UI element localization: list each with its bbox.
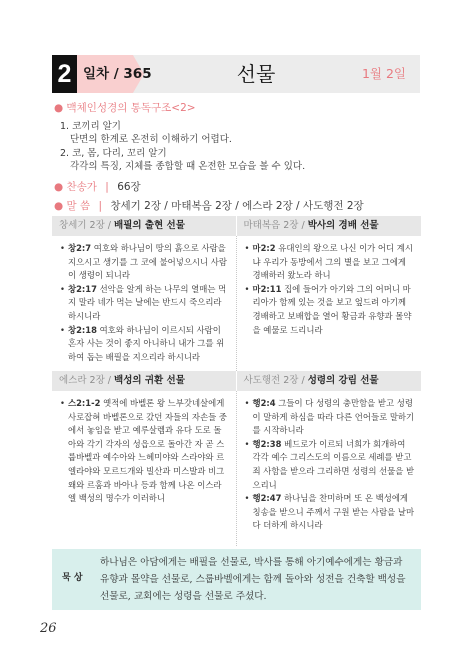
verse-item: • 행2:47 하나님을 찬미하며 또 온 백성에게 칭송을 받으니 주께서 구원 받는 사람을 날마다 더하게 하시니라 <box>244 493 415 531</box>
readings-row <box>52 371 421 546</box>
bullet-dot-icon: ● <box>54 200 64 212</box>
verse-item: • 마2:11 집에 들어가 아기와 그의 어머니 마리아가 함께 있는 것을 보고 엎드려 아기께 경배하고 보배합을 열어 황금과 유향과 몰약을 예물로 드리니라 <box>244 283 412 335</box>
verse-item: • 스2:1-2 옛적에 바벨론 왕 느부갓네살에게 사로잡혀 바벨론으로 갔던 자들의 자손들 중에서 놓임을 받고 예루살렘과 유다 도로 돌아와 각기 각자의 성읍으로 돌아간 자 곧 스룹바벨과 예수아와 느헤미야와 스라야와 르엘라야와 모르드개와 빌산과 미스발과 비그왜와 르훔과 바아나 등과 함께 나온 이스라엘 백성의 명수가 이러하니 <box>60 398 227 504</box>
day-label: 일차 / 365 <box>83 66 152 82</box>
reading-card-matthew <box>237 216 422 371</box>
reading-body <box>52 236 237 371</box>
reading-card-ezra <box>52 371 237 546</box>
reading-body <box>237 391 422 546</box>
structure-item-1-label: 1. 코끼리 알기 <box>60 121 121 132</box>
word-line <box>54 198 364 213</box>
reading-card-acts <box>237 371 422 546</box>
structure-item-2-label: 2. 코, 몸, 다리, 꼬리 알기 <box>60 148 167 159</box>
page-date: 1월 2일 <box>361 66 406 81</box>
reading-body <box>52 391 237 546</box>
structure-item-2-text: 각각의 특징, 지체를 종합할 때 온전한 모습을 볼 수 있다. <box>70 161 306 172</box>
page-number: 26 <box>40 621 57 636</box>
page-header <box>52 55 420 93</box>
verse-item: • 마2:2 유대인의 왕으로 나신 이가 어디 계시냐 우리가 동방에서 그의 별을 보고 그에게 경배하러 왔노라 하니 <box>244 243 413 281</box>
readings-grid <box>52 216 421 546</box>
verse-item: • 행2:4 그들이 다 성령의 충만함을 받고 성령이 말하게 하심을 따라 다른 언어들로 말하기를 시작하니라 <box>244 398 415 436</box>
word-label: 말 씀 <box>66 200 91 212</box>
hymn-separator: | <box>105 181 109 193</box>
verse-item: • 창2:7 여호와 하나님이 땅의 흙으로 사람을 지으시고 생기를 그 코에 불어넣으시니 사람이 생령이 되니라 <box>60 243 227 281</box>
verse-item: • 창2:17 선악을 알게 하는 나무의 열매는 먹지 말라 네가 먹는 날에는 반드시 죽으리라 하시니라 <box>60 283 227 321</box>
hymn-line <box>54 179 141 194</box>
reading-body <box>237 236 422 371</box>
reading-card-genesis <box>52 216 237 371</box>
bullet-dot-icon: ● <box>54 181 64 193</box>
meditation-text: 하나님은 아담에게는 배필을 선물로, 박사를 통해 아기예수에게는 황금과 유향과 몰약을 선물로, 스룹바벨에게는 함께 돌아와 성전을 건축할 백성을 선물로, 교회에는 성령을 선물로 주셨다. <box>100 557 406 602</box>
page-title: 선물 <box>236 62 276 86</box>
hymn-value: 66장 <box>117 181 141 193</box>
word-separator: | <box>98 200 103 212</box>
reading-header: 사도행전 2장 / 성령의 강림 선물 <box>237 371 422 391</box>
meditation-label: 묵 상 <box>62 573 83 583</box>
structure-item-1-text: 단면의 한계로 온전히 이해하기 어렵다. <box>70 134 232 145</box>
verse-item: • 행2:38 베드로가 이르되 너희가 회개하여 각각 예수 그리스도의 이름으로 세례를 받고 죄 사함을 받으라 그리하면 성령의 선물을 받으리니 <box>244 438 415 490</box>
day-number: 2 <box>52 55 77 93</box>
verse-item: • 창2:18 여호와 하나님이 이르시되 사람이 혼자 사는 것이 좋지 아니하니 내가 그를 위하여 돕는 배필을 지으리라 하시니라 <box>60 324 225 362</box>
structure-heading: ● 맥체인성경의 통독구조<2> <box>54 102 196 114</box>
reading-header: 에스라 2장 / 백성의 귀환 선물 <box>52 371 237 391</box>
word-value: 창세기 2장 / 마태복음 2장 / 에스라 2장 / 사도행전 2장 <box>110 200 364 212</box>
reading-header: 마태복음 2장 / 박사의 경배 선물 <box>237 216 422 236</box>
meditation-box <box>52 549 421 610</box>
reading-header: 창세기 2장 / 배필의 출현 선물 <box>52 216 237 236</box>
hymn-label: 찬송가 <box>66 181 97 193</box>
readings-row <box>52 216 421 371</box>
bullet-dot-icon: ● <box>54 102 64 114</box>
